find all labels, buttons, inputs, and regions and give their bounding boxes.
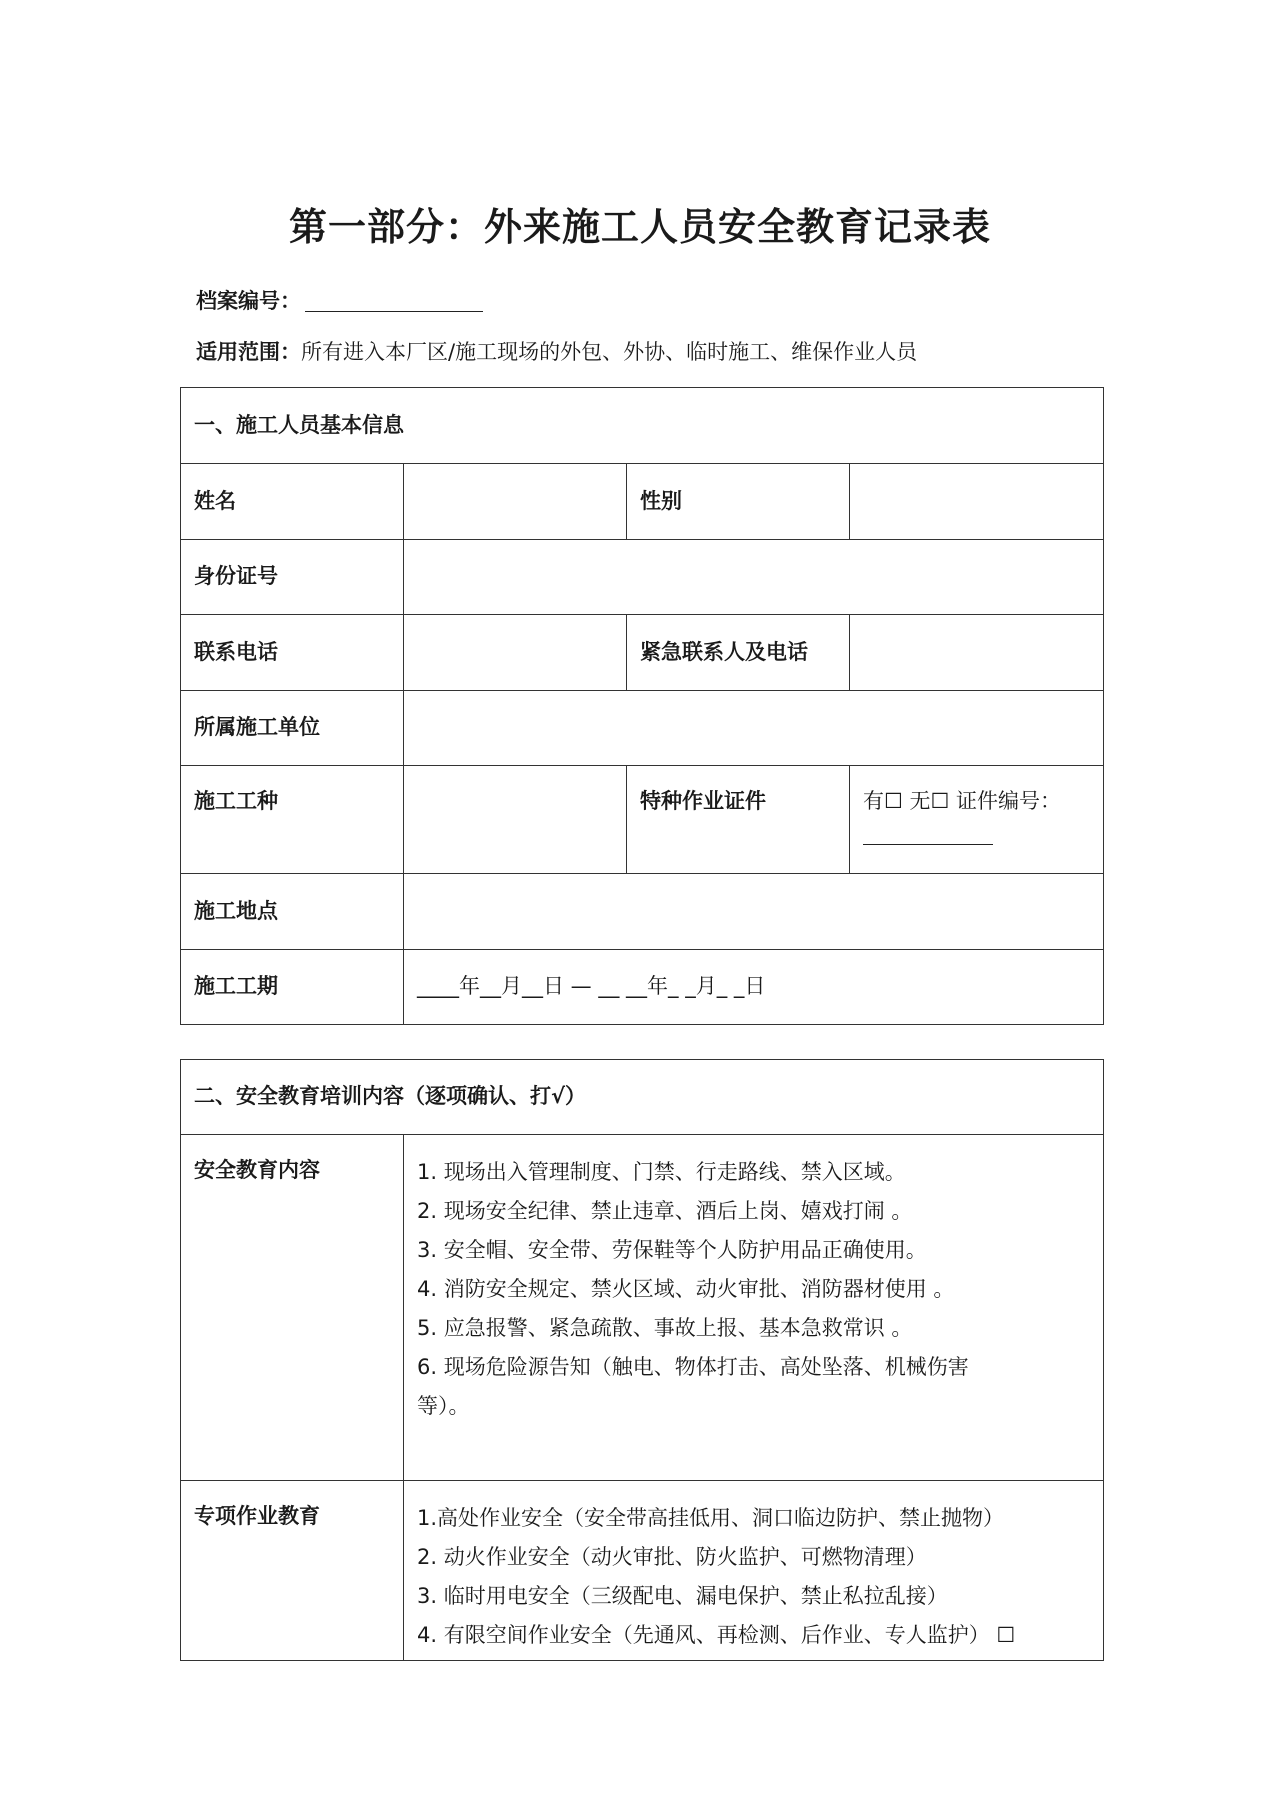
list-item[interactable]: 3. 临时用电安全（三级配电、漏电保护、禁止私拉乱接） [417, 1584, 948, 1608]
period-field[interactable]: ____年__月__日 — __ __年_ _月_ _日 [404, 950, 1104, 1025]
gender-field[interactable] [850, 464, 1104, 540]
name-field[interactable] [404, 464, 627, 540]
special-label: 专项作业教育 [181, 1481, 404, 1661]
basic-info-table [180, 387, 1104, 1025]
cert-label: 特种作业证件 [627, 766, 850, 874]
period-label: 施工工期 [181, 950, 404, 1025]
id-number-label: 身份证号 [181, 540, 404, 615]
section2-heading: 二、安全教育培训内容（逐项确认、打√） [181, 1060, 1104, 1135]
content-list [404, 1135, 1104, 1481]
page-title: 第一部分：外来施工人员安全教育记录表 [288, 205, 991, 249]
list-item[interactable]: 4. 有限空间作业安全（先通风、再检测、后作业、专人监护） ☐ [417, 1623, 1016, 1647]
list-item[interactable]: 3. 安全帽、安全带、劳保鞋等个人防护用品正确使用。 [417, 1238, 927, 1262]
phone-field[interactable] [404, 615, 627, 691]
list-item[interactable]: 5. 应急报警、紧急疏散、事故上报、基本急救常识 。 [417, 1316, 913, 1340]
scope-label: 适用范围： [196, 340, 301, 364]
archive-number-line [196, 285, 483, 315]
company-field[interactable] [404, 691, 1104, 766]
phone-label: 联系电话 [181, 615, 404, 691]
id-number-field[interactable] [404, 540, 1104, 615]
gender-label: 性别 [627, 464, 850, 540]
archive-number-label: 档案编号： [196, 289, 301, 313]
emergency-contact-field[interactable] [850, 615, 1104, 691]
section1-heading: 一、施工人员基本信息 [181, 388, 1104, 464]
site-field[interactable] [404, 874, 1104, 950]
name-label: 姓名 [181, 464, 404, 540]
cert-options: 有☐ 无☐ 证件编号： [863, 789, 1062, 813]
list-item[interactable]: 2. 动火作业安全（动火审批、防火监护、可燃物清理） [417, 1545, 927, 1569]
content-label: 安全教育内容 [181, 1135, 404, 1481]
trade-label: 施工工种 [181, 766, 404, 874]
scope-value: 所有进入本厂区/施工现场的外包、外协、临时施工、维保作业人员 [301, 340, 918, 364]
special-list [404, 1481, 1104, 1661]
list-item[interactable]: 1.高处作业安全（安全带高挂低用、洞口临边防护、禁止抛物） [417, 1506, 1005, 1530]
emergency-contact-label: 紧急联系人及电话 [627, 615, 850, 691]
trade-field[interactable] [404, 766, 627, 874]
cert-field[interactable] [850, 766, 1104, 874]
cert-number-blank[interactable] [863, 820, 993, 845]
list-item[interactable]: 6. 现场危险源告知（触电、物体打击、高处坠落、机械伤害 [417, 1355, 969, 1379]
list-item: 等）。 [417, 1394, 470, 1418]
list-item[interactable]: 2. 现场安全纪律、禁止违章、酒后上岗、嬉戏打闹 。 [417, 1199, 913, 1223]
list-item[interactable]: 1. 现场出入管理制度、门禁、行走路线、禁入区域。 [417, 1160, 906, 1184]
site-label: 施工地点 [181, 874, 404, 950]
archive-number-blank[interactable] [305, 293, 483, 312]
list-item[interactable]: 4. 消防安全规定、禁火区域、动火审批、消防器材使用 。 [417, 1277, 955, 1301]
training-content-table [180, 1059, 1104, 1661]
company-label: 所属施工单位 [181, 691, 404, 766]
scope-line [196, 336, 917, 366]
